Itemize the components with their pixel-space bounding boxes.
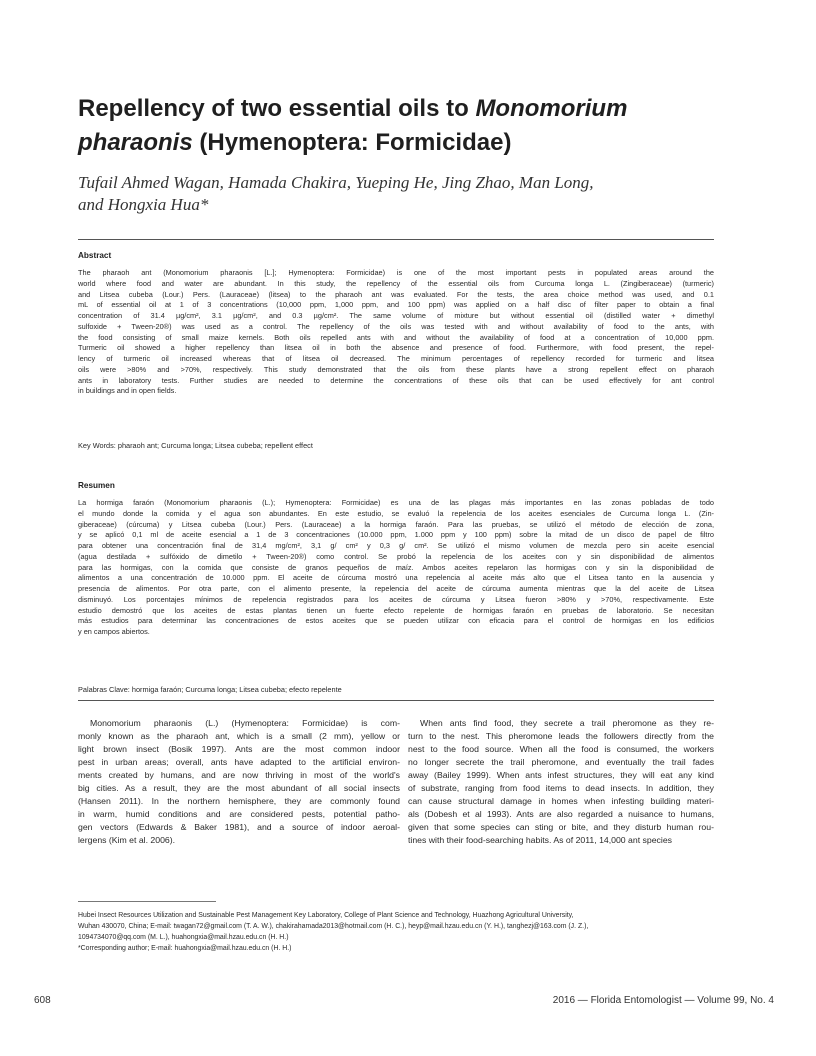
title-line-1 <box>78 92 718 126</box>
resumen-line: y en campos abiertos. <box>78 627 150 636</box>
body-line-left: gen vectors (Edwards & Baker 1981), and a source of indoor aeroal- <box>78 822 400 832</box>
author-line-1: Tufail Ahmed Wagan, Hamada Chakira, Yueping He, Jing Zhao, Man Long, <box>78 173 594 192</box>
affiliation-footnote <box>78 910 728 954</box>
body-line-right: no longer secrete the trail pheromone, and eventually the trail fades <box>408 757 714 767</box>
abstract-top-rule <box>78 239 714 240</box>
journal-citation: 2016 — Florida Entomologist — Volume 99, No. 4 <box>552 995 774 1006</box>
abstract-line: mL of essential oil at 1 of 3 concentrations (10,000 ppm, 1,000 ppm, and 100 ppm) was applied on a half disc of filter paper to obtain a final <box>78 300 714 310</box>
resumen-line: el mundo donde la comida y el agua son abundantes. En este estudio, se evaluó la repelencia de los aceites esenciales de Curcuma longa L. (Zin- <box>78 508 714 518</box>
abstract-line: The pharaoh ant (Monomorium pharaonis [L.]; Hymenoptera: Formicidae) is one of the most important pests in populated areas around the <box>78 268 714 277</box>
resumen-line: alimentos a una concentración de 10.000 ppm. El aceite de cúrcuma mostró una repelencia al aceite más alto que el Litsea tanto en la ausencia y <box>78 573 714 583</box>
body-line-right: away (Bailey 1999). When ants infest structures, they will eat any kind <box>408 770 714 780</box>
body-line-right: nest to the food source. When all the food is consumed, the workers <box>408 744 714 754</box>
resumen-heading: Resumen <box>78 481 115 490</box>
body-line-left: ments created by humans, and are now thriving in most of the world's <box>78 770 400 780</box>
resumen-line: presencia de alimentos. Por otra parte, con el alimento presente, la repelencia del aceite de cúrcuma aumenta mientras que la del aceite de Litsea <box>78 584 714 593</box>
abstract-line: Turmeric oil showed a higher repellency than litsea oil in both the absence and presence of food. Furthermore, with food present, the repel- <box>78 343 714 353</box>
resumen-line: para las hormigas, con la comida que consiste de granos pequeños de maíz. Ambos aceites repelaron las hormigas con y sin la disponibilidad de <box>78 562 714 572</box>
author-list <box>78 172 718 216</box>
resumen-body <box>78 498 714 638</box>
body-line-left: monly known as the pharaoh ant, which is a small (2 mm), yellow or <box>78 731 400 741</box>
author-line-2: and Hongxia Hua* <box>78 195 209 214</box>
body-line-right: can cause structural damage in homes when infesting building materi- <box>408 796 714 806</box>
body-line-left: in warm, humid conditions and are considered pests, potential patho- <box>78 809 400 819</box>
title-line-2-italic: pharaonis <box>78 129 193 156</box>
resumen-line: La hormiga faraón (Monomorium pharaonis (L.); Hymenoptera: Formicidae) es una de las plagas más importantes en las zonas pobladas de todo <box>78 498 714 507</box>
body-line-left: Monomorium pharaonis (L.) (Hymenoptera: Formicidae) is com- <box>90 718 400 728</box>
title-line-2 <box>78 126 718 160</box>
resumen-line: (agua destilada + sulfóxido de dimetilo + Tween-20®) como control. Se probó la repelencia de los aceites con y sin disponibilidad de alimentos <box>78 551 714 561</box>
abstract-line: concentration of 31.4 µg/cm², 3.1 µg/cm², and 0.3 µg/cm². The same volume of mixture but without essential oil (distilled water + dimethyl <box>78 311 714 320</box>
body-line-left: lergens (Kim et al. 2006). <box>78 835 176 845</box>
body-line-right: turn to the nest. This pheromone leads the followers directly from the <box>408 731 714 741</box>
footnote-line: 1094734070@qq.com (M. L.), huahongxia@mail.hzau.edu.cn (H. H.) <box>78 934 289 941</box>
body-line-left: light brown insect (Bosik 1997). Ants are the most common indoor <box>78 744 400 754</box>
abstract-line: lency of turmeric oil increased whereas that of litsea oil decreased. The minimum percentages of repellency recorded for turmeric and litsea <box>78 354 714 363</box>
body-line-right: When ants find food, they secrete a trail pheromone as they re- <box>420 718 714 728</box>
body-line-left: big cities. As a result, they are the most abundant of all social insects <box>78 783 400 793</box>
abstract-line: world where food and water are abundant. In this study, the repellency of the essential oils from Curcuma longa L. (Zingiberaceae) (turmeric) <box>78 278 714 288</box>
footnote-line: *Corresponding author; E-mail: huahongxia@mail.hzau.edu.cn (H. H.) <box>78 945 292 952</box>
body-line-left: (Hansen 2011). In the northern hemisphere, they are commonly found <box>78 796 400 806</box>
body-line-right: tines with their food-searching habits. As of 2011, 14,000 ant species <box>408 835 673 845</box>
resumen-line: giberaceae) (cúrcuma) y Litsea cubeba (Lour.) Pers. (Lauraceae) a la hormiga faraón. Para las pruebas, se utilizó el método de elección de zona, <box>78 519 714 529</box>
resumen-line: más estudios para determinar las concentraciones de estos aceites que se pueden utilizar con eficacia para el control de hormigas en los edificios <box>78 616 714 626</box>
abstract-line: ants in laboratory tests. Further studies are needed to determine the concentrations of these oils that can be used effectively for ant control <box>78 375 714 385</box>
abstract-line: and Litsea cubeba (Lour.) Pers. (Lauraceae) (litsea) to the pharaoh ant was evaluated. For the tests, the area choice method was used, and 0.1 <box>78 289 714 299</box>
abstract-heading: Abstract <box>78 251 112 260</box>
resumen-line: estudio demostró que los aceites de estas plantas tienen un fuerte efecto repelente de hormigas faraón en pruebas de laboratorio. Se necesitan <box>78 605 714 615</box>
footnote-line: Wuhan 430070, China; E-mail: twagan72@gmail.com (T. A. W.), chakirahamada2013@hotmail.com (H. C.), heyp@mail.hzau.edu.cn (Y. H.), tanghezj@163.com (J. Z.), <box>78 923 589 930</box>
body-line-right: given that some species can sting or bite, and they disturb human rou- <box>408 822 714 832</box>
abstract-keywords: Key Words: pharaoh ant; Curcuma longa; Litsea cubeba; repellent effect <box>78 441 313 450</box>
title-line-2-plain: (Hymenoptera: Formicidae) <box>192 129 512 156</box>
resumen-bottom-rule <box>78 700 714 701</box>
abstract-body <box>78 268 714 397</box>
abstract-line: oils were >80% and >70%, respectively. This study demonstrated that the oils from these plants have a strong repellent effect on pharaoh <box>78 364 714 374</box>
page-number: 608 <box>34 995 51 1006</box>
title-line-1-italic: Monomorium <box>475 95 628 122</box>
resumen-line: y se aplicó 0,1 ml de aceite esencial a 1 de 3 concentraciones (10.000 ppm, 1.000 ppm y 100 ppm) sobre la mitad de un disco de papel de filtro <box>78 530 714 540</box>
article-title <box>78 92 718 160</box>
resumen-line: para obtener una concentración final de 31,4 mg/cm², 3,1 g/ cm² y 0,3 g/ cm². Se utilizó el mismo volumen de mezcla pero sin aceite esencial <box>78 541 714 550</box>
abstract-line: in buildings and in open fields. <box>78 386 177 396</box>
body-column-right <box>408 717 714 847</box>
footnote-rule <box>78 901 216 902</box>
body-line-right: als (Dobesh et al 1993). Ants are also regarded a nuisance to humans, <box>408 809 714 819</box>
abstract-line: the food consisting of small maize kernels. Both oils repelled ants with and without the availability of food at a concentration of 10,000 ppm. <box>78 332 714 342</box>
footnote-line: Hubei Insect Resources Utilization and Sustainable Pest Management Key Laboratory, College of Plant Science and Technology, Huazhong Agricultural University, <box>78 912 574 919</box>
resumen-line: disminuyó. Los porcentajes mínimos de repelencia registrados para los aceites de cúrcuma y Litsea fueron >80% y >70%, respectivamente. Este <box>78 594 714 604</box>
title-line-1-plain: Repellency of two essential oils to <box>78 95 476 122</box>
abstract-line: sulfoxide + Tween-20®) was used as a control. The repellency of the oils was tested with and without availability of food to the ants, with <box>78 321 714 331</box>
body-column-left <box>78 717 400 847</box>
body-line-left: pest in urban areas; overall, ants have adapted to the artificial environ- <box>78 757 400 767</box>
body-line-right: of substrate, ranging from food items to dead insects. In addition, they <box>408 783 714 793</box>
resumen-keywords: Palabras Clave: hormiga faraón; Curcuma longa; Litsea cubeba; efecto repelente <box>78 685 342 694</box>
